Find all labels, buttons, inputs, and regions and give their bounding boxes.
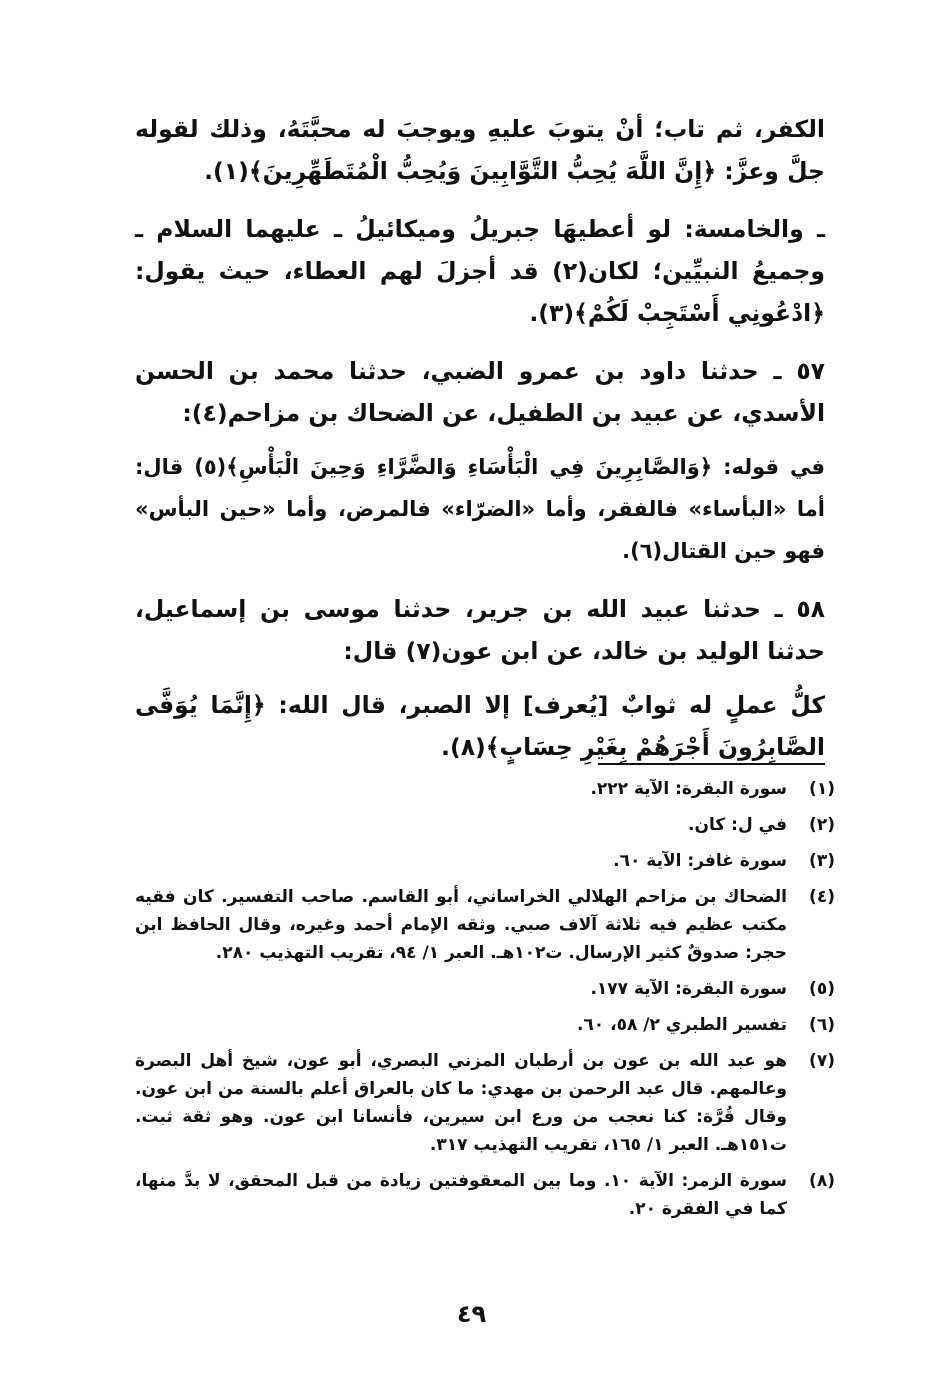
- paragraph-2: ـ والخامسة: لو أعطيهَا جبريلُ وميكائيلُ ـ عليهما السلام ـ وجميعُ النبيِّين؛ لكان(٢) قد أجزلَ لهم العطاء، حيث يقول: ﴿ادْعُونِي أَسْتَجِبْ لَكُمْ﴾(٣).: [135, 215, 825, 327]
- footnote: [135, 1047, 835, 1159]
- footnote-text: تفسير الطبري ٢/ ٥٨، ٦٠.: [576, 1015, 787, 1035]
- footnote-text: الضحاك بن مزاحم الهلالي الخراساني، أبو القاسم. صاحب التفسير. كان فقيه مكتب عظيم فيه ثلاثة آلاف صبي. وثقه الإمام أحمد وغيره، وقال الحافظ ابن حجر: صدوقٌ كثير الإرسال. ت١٠٢هـ. العبر ١/ ٩٤، تقريب التهذيب ٢٨٠.: [135, 887, 787, 963]
- footnote-number: (٢): [809, 815, 835, 835]
- footnote: [135, 1167, 835, 1223]
- footnote: [135, 847, 835, 875]
- footnote-text: في ل: كان.: [688, 815, 787, 835]
- footnote: [135, 1011, 835, 1039]
- footnote-number: (٤): [809, 887, 835, 907]
- footnote-text: هو عبد الله بن عون بن أرطبان المزني البصري، أبو عون، شيخ أهل البصرة وعالمهم. قال عبد الرحمن بن مهدي: ما كان بالعراق أعلم بالسنة من ابن عون. وقال قُرَّة: كنا نعجب من ورع ابن سيرين، فأنسانا ابن عون. وهو ثقة ثبت. ت١٥١هـ. العبر ١/ ١٦٥، تقريب التهذيب ٣١٧.: [135, 1051, 787, 1155]
- footnote-text: سورة البقرة: الآية ٢٢٢.: [590, 779, 787, 799]
- main-text: [135, 108, 825, 784]
- paragraph-5: ٥٨ ـ حدثنا عبيد الله بن جرير، حدثنا موسى بن إسماعيل، حدثنا الوليد بن خالد، عن ابن عون(٧) قال:: [135, 595, 825, 665]
- footnote: [135, 775, 835, 803]
- footnote: [135, 975, 835, 1003]
- footnote-number: (٦): [809, 1015, 835, 1035]
- footnote-separator: [598, 763, 825, 765]
- footnote: [135, 883, 835, 967]
- footnote-text: سورة البقرة: الآية ١٧٧.: [590, 979, 787, 999]
- footnote-text: سورة غافر: الآية ٦٠.: [613, 851, 787, 871]
- footnote-number: (٥): [809, 979, 835, 999]
- footnote-number: (١): [809, 779, 835, 799]
- footnotes: [135, 775, 835, 1231]
- paragraph-6: كلُّ عملٍ له ثوابٌ [يُعرف] إلا الصبر، قال الله: ﴿إِنَّمَا يُوَفَّى الصَّابِرُونَ أَجْرَهُمْ بِغَيْرِ حِسَابٍ﴾(٨).: [135, 691, 825, 761]
- paragraph-3: ٥٧ ـ حدثنا داود بن عمرو الضبي، حدثنا محمد بن الحسن الأسدي، عن عبيد بن الطفيل، عن الضحاك بن مزاحم(٤):: [135, 357, 825, 427]
- footnote-number: (٨): [809, 1171, 835, 1191]
- footnote: [135, 811, 835, 839]
- footnote-number: (٣): [809, 851, 835, 871]
- footnote-text: سورة الزمر: الآية ١٠. وما بين المعقوفتين زيادة من قبل المحقق، لا بدَّ منها، كما في الفقرة ٢٠.: [135, 1171, 787, 1219]
- paragraph-4: في قوله: ﴿وَالصَّابِرِينَ فِي الْبَأْسَاءِ وَالضَّرَّاءِ وَحِينَ الْبَأْسِ﴾(٥) قال: أما «البأساء» فالفقر، وأما «الضرّاء» فالمرض، وأما «حين البأس» فهو حين القتال(٦).: [135, 455, 825, 563]
- page-number: ٤٩: [456, 1300, 487, 1328]
- paragraph-1: الكفر، ثم تاب؛ أنْ يتوبَ عليهِ ويوجبَ له محبَّتَهُ، وذلك لقوله جلَّ وعزَّ: ﴿إِنَّ اللَّهَ يُحِبُّ التَّوَّابِينَ وَيُحِبُّ الْمُتَطَهِّرِينَ﴾(١).: [135, 115, 825, 185]
- footnote-number: (٧): [809, 1051, 835, 1071]
